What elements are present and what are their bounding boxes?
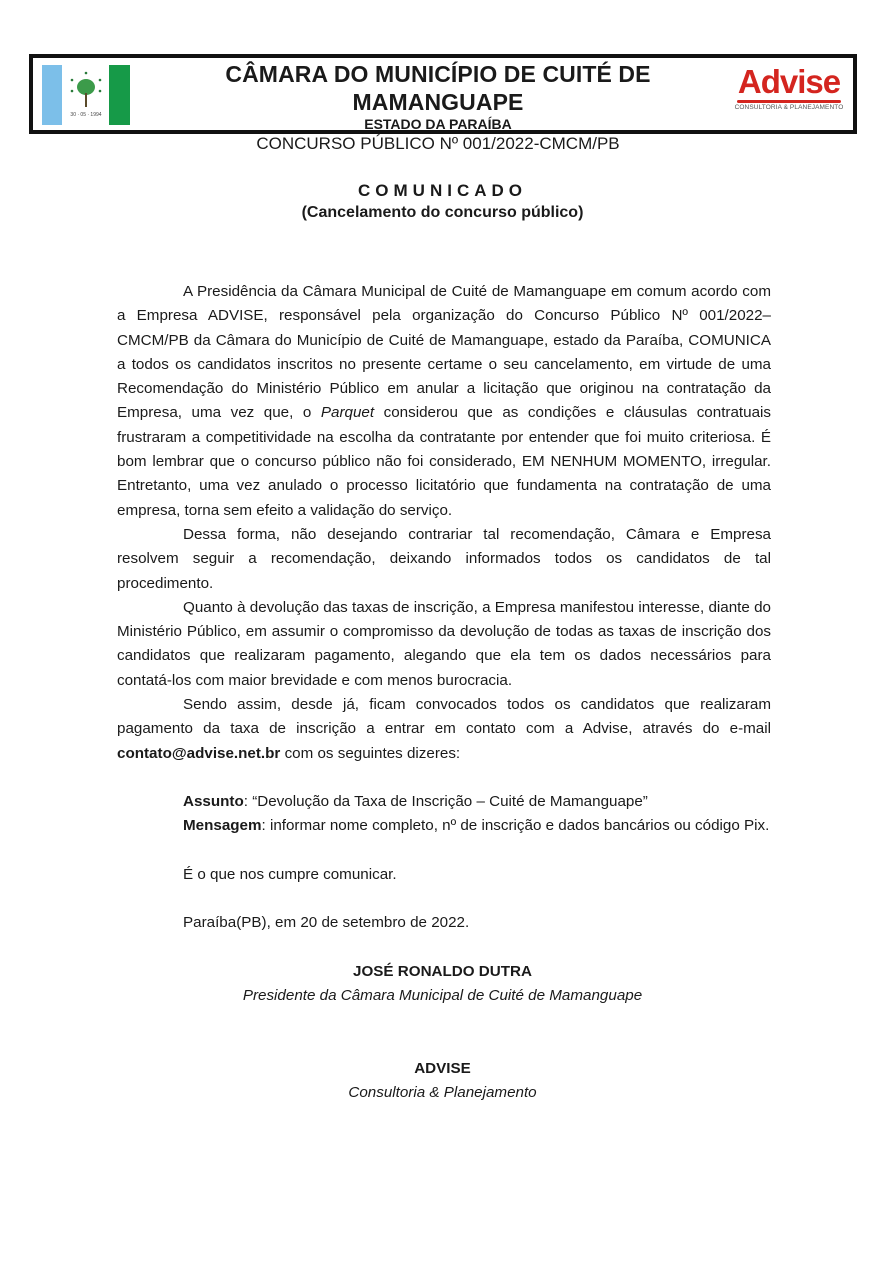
spacer <box>117 839 771 863</box>
advise-logo-word: Advise <box>737 63 841 100</box>
header-state: ESTADO DA PARAÍBA <box>364 116 512 132</box>
advise-logo-tagline: CONSULTORIA & PLANEJAMENTO <box>734 104 844 111</box>
spacer <box>117 887 771 911</box>
tree-emblem-icon <box>64 69 108 121</box>
paragraph-4-text-cont: com os seguintes dizeres: <box>280 744 461 762</box>
spacer <box>117 766 771 790</box>
contact-email-link[interactable]: contato@advise.net.br <box>117 744 281 762</box>
document-title-block <box>0 180 885 224</box>
signature-advise <box>0 1057 885 1105</box>
email-message-line <box>183 814 771 838</box>
signature-role: Presidente da Câmara Municipal de Cuité de Mamanguape <box>242 987 643 1004</box>
paragraph-1-text-cont: considerou que as condições e cláusulas contratuais frustraram a competitividade na escolha da contratante por entender que foi muito criteriosa. É bom lembrar que o concurso público não foi considerado, EM NENHUM MOMENTO, irregular. Entretanto, uma vez anulado o processo licitatório que fundamenta na contratação de uma empresa, torna sem efeito a validação do serviço. <box>117 404 771 519</box>
document-title: COMUNICADO <box>358 181 527 200</box>
paragraph-2: Dessa forma, não desejando contrariar tal recomendação, Câmara e Empresa resolvem seguir a recomendação, deixando informados todos os candidatos de tal procedimento. <box>117 525 771 592</box>
municipal-flag <box>42 65 130 125</box>
email-subject-line <box>183 790 771 814</box>
paragraph-4-text: Sendo assim, desde já, ficam convocados todos os candidatos que realizaram pagamento da taxa de inscrição a entrar em contato com a Advise, através do e-mail <box>117 696 771 738</box>
parquet-term: Parquet <box>320 404 375 422</box>
signature-name: JOSÉ RONALDO DUTRA <box>353 963 532 980</box>
document-header <box>29 54 857 153</box>
subject-label: Assunto <box>183 792 244 810</box>
signature-president <box>0 960 885 1008</box>
subject-value: : “Devolução da Taxa de Inscrição – Cuité de Mamanguape” <box>243 792 648 810</box>
document-subtitle: (Cancelamento do concurso público) <box>301 204 584 221</box>
signature-role: Consultoria & Planejamento <box>348 1084 537 1101</box>
place-date: Paraíba(PB), em 20 de setembro de 2022. <box>183 913 470 931</box>
paragraph-1-text: A Presidência da Câmara Municipal de Cuité de Mamanguape em comum acordo com a Empresa ADVISE, responsável pela organização do Concurso Público Nº 001/2022–CMCM/PB da Câmara do Município de Cuité de Mamanguape, estado da Paraíba, COMUNICA a todos os candidatos inscritos no presente certame o seu cancelamento, em virtude de uma Recomendação do Ministério Público em anular a licitação que originou na contratação da Empresa, uma vez que, o <box>117 283 771 422</box>
document-body <box>117 280 771 935</box>
header-title: CÂMARA DO MUNICÍPIO DE CUITÉ DE MAMANGUAPE <box>225 61 651 115</box>
flag-blue-stripe <box>42 65 62 125</box>
closing-line: É o que nos cumpre comunicar. <box>183 865 397 883</box>
message-value: : informar nome completo, nº de inscrição e dados bancários ou código Pix. <box>261 817 770 835</box>
paragraph-4 <box>117 693 771 766</box>
advise-logo <box>733 64 845 124</box>
signature-name: ADVISE <box>414 1060 471 1077</box>
svg-text:30 · 05 · 1994: 30 · 05 · 1994 <box>70 112 102 118</box>
message-label: Mensagem <box>183 817 262 835</box>
paragraph-3: Quanto à devolução das taxas de inscrição, a Empresa manifestou interesse, diante do Ministério Público, em assumir o compromisso da devolução de todas as taxas de inscrição dos candidatos que realizaram pagamento, alegando que ela tem os dados necessários para contatá-los com maior brevidade e com menos burocracia. <box>117 598 771 689</box>
header-contest: CONCURSO PÚBLICO Nº 001/2022-CMCM/PB <box>256 134 620 153</box>
header-text <box>143 60 733 155</box>
flag-green-stripe <box>109 65 130 125</box>
paragraph-1 <box>117 280 771 523</box>
